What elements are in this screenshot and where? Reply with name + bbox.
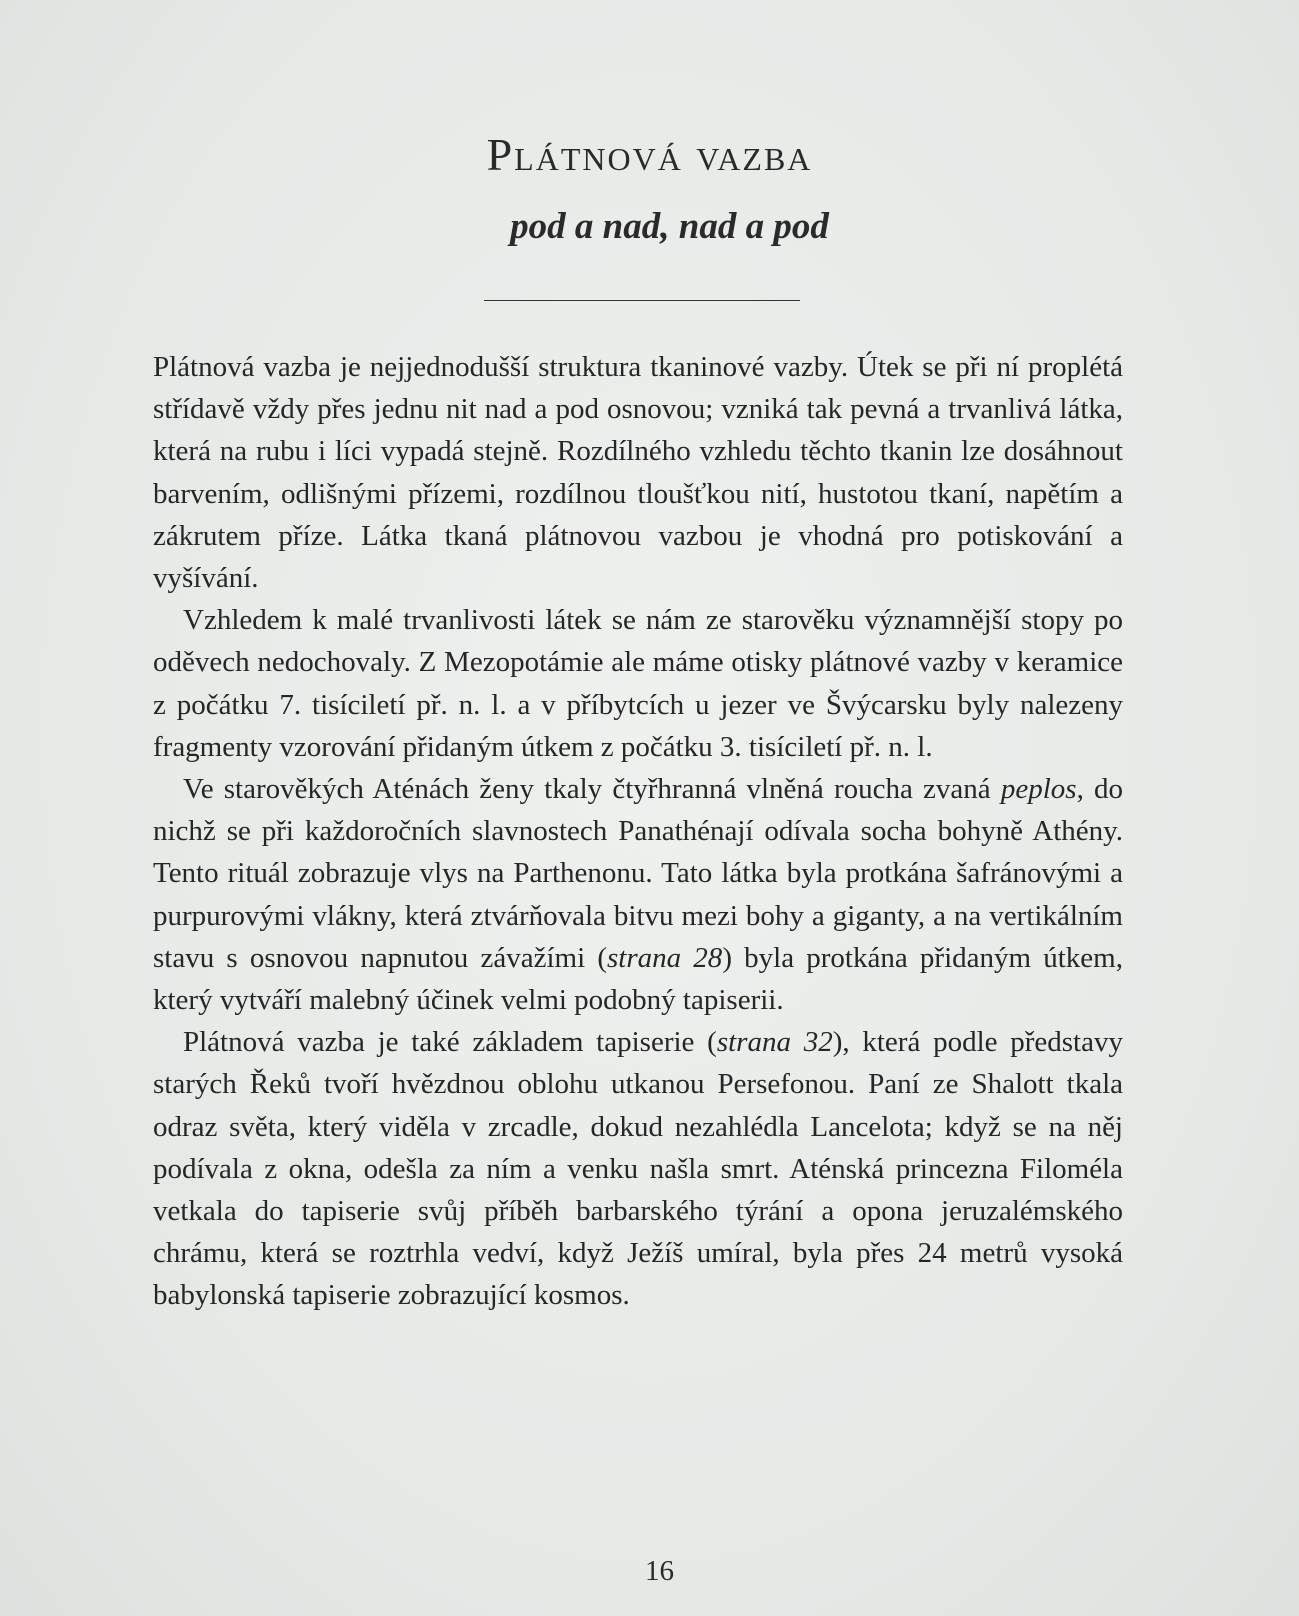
- paragraph-4-page-reference: strana 32: [716, 1026, 833, 1059]
- chapter-subtitle: pod a nad, nad a pod: [510, 206, 829, 247]
- paragraph-4-text-b: ), která podle představy starých Řeků tvoří hvězdnou oblohu utkanou Persefonou. Paní ze Shalott tkala odraz světa, který viděla v zrcadle, dokud nezahlédla Lancelota; když se na něj podívala z okna, odešla za ním a venku našla smrt. Aténská princezna Filoméla vetkala do tapiserie svůj příběh barbarského týrání a opona jeruzalémského chrámu, která se roztrhla vedví, když Ježíš umíral, byla přes 24 metrů vysoká babylonská tapiserie zobrazující kosmos.: [153, 1026, 1123, 1312]
- paragraph-3-emphasis-peplos: peplos: [1000, 773, 1077, 806]
- paragraph-2: Vzhledem k malé trvanlivosti látek se nám ze starověku významnější stopy po oděvech nedochovaly. Z Mezopotámie ale máme otisky plátnové vazby v keramice z počátku 7. tisíciletí př. n. l. a v příbytcích u jezer ve Švýcarsku byly nalezeny fragmenty vzorování přidaným útkem z počátku 3. tisíciletí př. n. l.: [153, 604, 1123, 763]
- paragraph-3-page-reference: strana 28: [606, 941, 723, 974]
- body-text: [153, 346, 1123, 1317]
- paragraph-3-text-c: ) byla protkána přidaným útkem, který vytváří malebný účinek velmi podobný tapiserii.: [153, 941, 1123, 1017]
- page-number: 16: [645, 1555, 674, 1587]
- paragraph-3-text-b: , do nichž se při každoročních slavnostech Panathénají odívala socha bohyně Athény. Tento rituál zobrazuje vlys na Parthenonu. Tato látka byla protkána šafránovými a purpurovými vlákny, která ztvárňovala bitvu mezi bohy a giganty, a na vertikálním stavu s osnovou napnutou závažími (: [153, 773, 1124, 974]
- paragraph-1: Plátnová vazba je nejjednodušší struktura tkaninové vazby. Útek se při ní proplétá střídavě vždy přes jednu nit nad a pod osnovou; vzniká tak pevná a trvanlivá látka, která na rubu i líci vypadá stejně. Rozdílného vzhledu těchto tkanin lze dosáhnout barvením, odlišnými přízemi, rozdílnou tloušťkou nití, hustotou tkaní, napětím a zákrutem příze. Látka tkaná plátnovou vazbou je vhodná pro potiskování a vyšívání.: [153, 351, 1123, 595]
- chapter-title: Plátnová vazba: [486, 129, 813, 180]
- paragraph-4: [153, 1021, 1123, 1316]
- paragraph-4-text-a: Plátnová vazba je také základem tapiserie (: [183, 1026, 717, 1059]
- paragraph-3-text-a: Ve starověkých Aténách ženy tkaly čtyřhranná vlněná roucha zvaná: [183, 773, 1001, 806]
- title-divider: [484, 300, 800, 301]
- paragraph-3: [153, 768, 1123, 1021]
